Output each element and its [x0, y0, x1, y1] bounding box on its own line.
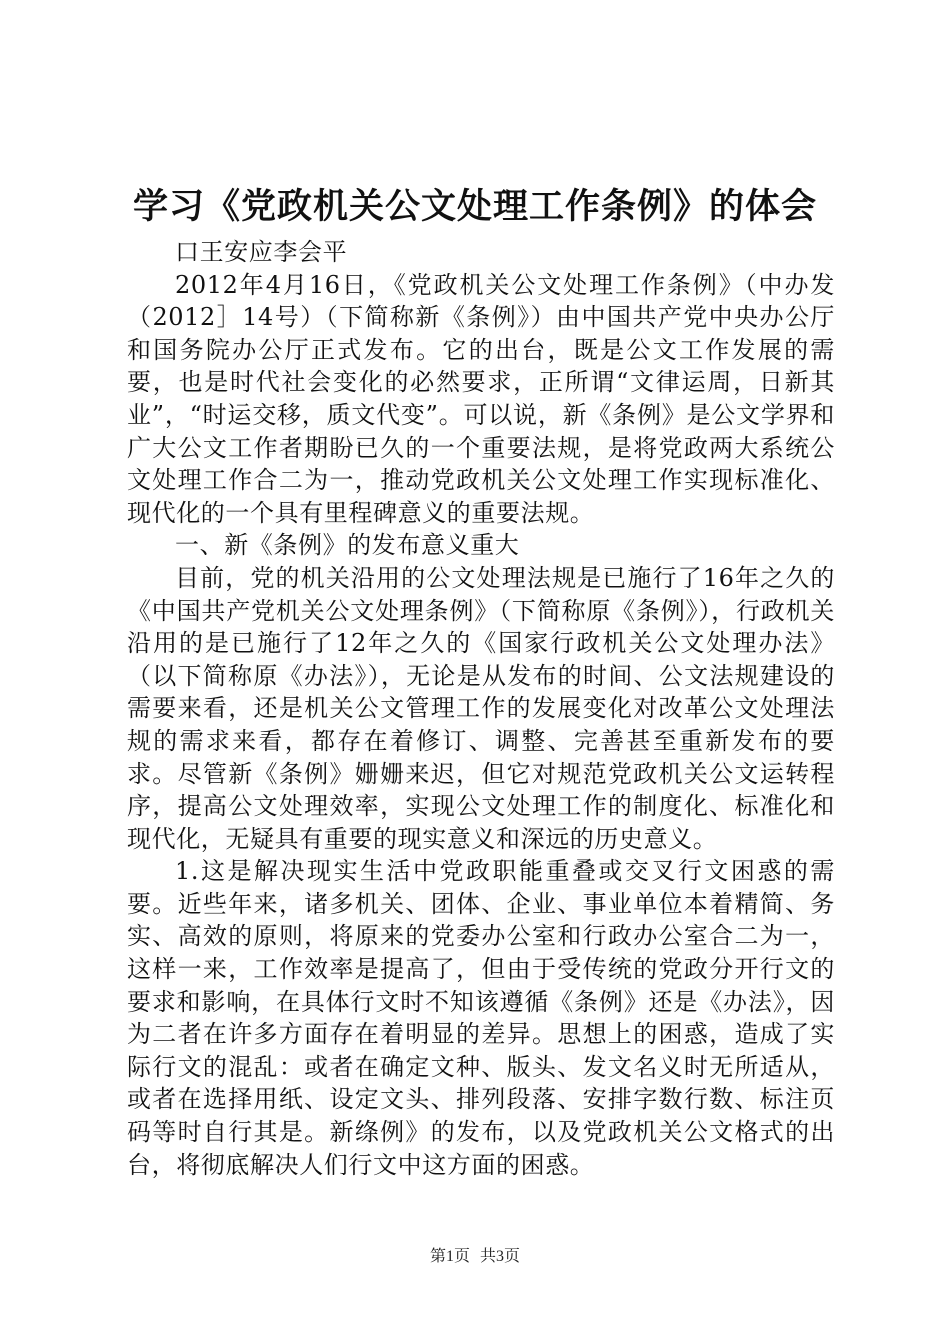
- paragraph-background: 目前，党的机关沿用的公文处理法规是已施行了16年之久的《中国共产党机关公文处理条例》（下简称原《条例》），行政机关沿用的是已施行了12年之久的《国家行政机关公文处理办法》（以下简称原《办法》），无论是从发布的时间、公文法规建设的需要来看，还是机关公文管理工作的发展变化对改革公文处理法规的需求来看，都存在着修订、调整、完善甚至重新发布的要求。尽管新《条例》姗姗来迟，但它对规范党政机关公文运转程序，提高公文处理效率，实现公文处理工作的制度化、标准化和现代化，无疑具有重要的现实意义和深远的历史意义。: [127, 563, 835, 853]
- document-body: [127, 236, 835, 1181]
- document-title: 学习《党政机关公文处理工作条例》的体会: [132, 187, 817, 227]
- page-footer: [0, 1246, 950, 1268]
- paragraph-intro: 2012年4月16日，《党政机关公文处理工作条例》（中办发（2012］14号）（下简称新《条例》）由中国共产党中央办公厅和国务院办公厅正式发布。它的出台，既是公文工作发展的需要，也是时代社会变化的必然要求，正所谓“文律运周，日新其业”，“时运交移，质文代变”。可以说，新《条例》是公文学界和广大公文工作者期盼已久的一个重要法规，是将党政两大系统公文处理工作合二为一，推动党政机关公文处理工作实现标准化、现代化的一个具有里程碑意义的重要法规。: [127, 270, 835, 527]
- author-line: 口王安应李会平: [175, 238, 348, 266]
- page-number: 第1页: [429, 1248, 470, 1265]
- section-heading: 一、新《条例》的发布意义重大: [175, 531, 520, 560]
- page-total: 共3页: [480, 1248, 521, 1265]
- paragraph-point-1: 1.这是解决现实生活中党政职能重叠或交叉行文困惑的需要。近些年来，诸多机关、团体、企业、事业单位本着精简、务实、高效的原则，将原来的党委办公室和行政办公室合二为一，这样一来，工作效率是提高了，但由于受传统的党政分开行文的要求和影响，在具体行文时不知该遵循《条例》还是《办法》，因为二者在许多方面存在着明显的差异。思想上的困惑，造成了实际行文的混乱：或者在确定文种、版头、发文名义时无所适从，或者在选择用纸、设定文头、排列段落、安排字数行数、标注页码等时自行其是。新绦例》的发布，以及党政机关公文格式的出台，将彻底解决人们行文中这方面的困惑。: [127, 857, 835, 1179]
